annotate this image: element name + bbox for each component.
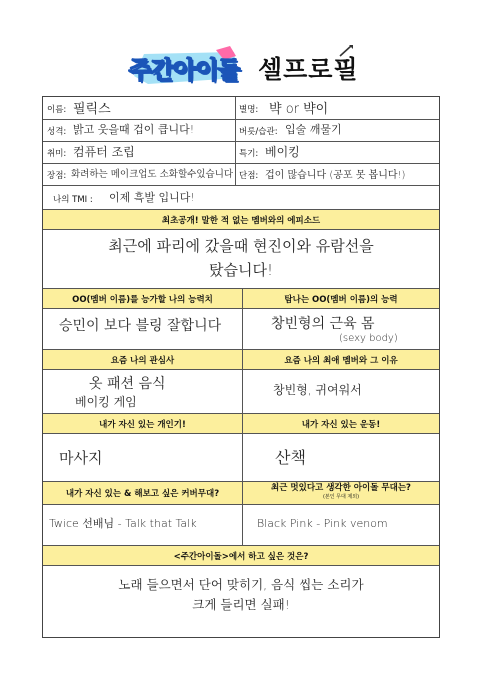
- episode-line-2: 탔습니다!: [209, 261, 273, 279]
- strength-label: 장점:: [47, 171, 67, 181]
- logo: [128, 46, 240, 88]
- final-line-1: 노래 들으면서 단어 맞히기, 음식 씹는 소리가: [118, 577, 364, 592]
- desired-ability-note: (sexy body): [339, 333, 398, 344]
- cover-stage-header: 내가 자신 있는 & 해보고 싶은 커버무대?: [43, 482, 242, 504]
- page-title: 셀프로필: [258, 55, 359, 84]
- talent-show-header: 내가 자신 있는 개인기!: [43, 414, 242, 433]
- talent-show-value: 마사지: [59, 449, 103, 467]
- exercise-header: 내가 자신 있는 운동!: [243, 414, 439, 433]
- strength-value: 화려하는 메이크업도 소화할수있습니다: [71, 169, 234, 180]
- nickname-value: 뱍 or 뱍이: [269, 102, 329, 117]
- talent-label: 특기:: [239, 149, 259, 159]
- nickname-label: 별명:: [239, 105, 259, 115]
- interests-line-2: 베이킹 게임: [75, 395, 137, 409]
- logo-text: 주간아이돌: [128, 55, 240, 84]
- episode-header: 최초공개! 말한 적 없는 멤버와의 에피소드: [43, 210, 439, 229]
- final-line-2: 크게 들리면 실패!: [192, 597, 290, 612]
- idol-stage-title: 최근 멋있다고 생각한 아이돌 무대는?: [271, 483, 411, 493]
- favorite-member-header: 요즘 나의 최애 멤버와 그 이유: [243, 350, 439, 369]
- idol-stage-subtitle: (본인 무대 제외): [322, 494, 360, 500]
- exercise-value: 산책: [275, 448, 306, 467]
- tmi-label: 나의 TMI :: [53, 195, 93, 205]
- name-value: 필릭스: [73, 102, 111, 117]
- personality-label: 성격:: [47, 127, 67, 137]
- hobby-label: 취미:: [47, 149, 67, 159]
- episode-line-1: 최근에 파리에 갔을때 현진이와 유람선을: [108, 237, 374, 255]
- interests-header: 요즘 나의 관심사: [43, 350, 242, 369]
- habit-value: 입술 깨물기: [285, 123, 342, 136]
- interests-line-1: 옷 패션 음식: [89, 376, 166, 392]
- weakness-label: 단점:: [239, 171, 259, 181]
- tmi-value: 이제 흑발 입니다!: [109, 191, 195, 204]
- ability-header: OO(멤버 이름)를 능가할 나의 능력치: [43, 289, 242, 308]
- ability-value: 승민이 보다 블링 잘합니다: [59, 318, 222, 334]
- cover-stage-value: Twice 선배님 - Talk that Talk: [49, 517, 197, 530]
- hobby-value: 컴퓨터 조립: [73, 145, 135, 159]
- talent-value: 베이킹: [265, 145, 300, 159]
- favorite-member-value: 창빈형, 귀여워서: [273, 383, 362, 397]
- desired-ability-value: 창빈형의 근육 몸: [271, 316, 375, 332]
- idol-stage-value: Black Pink - Pink venom: [257, 517, 388, 530]
- profile-sheet: [42, 96, 440, 638]
- pencil-icon: [338, 44, 354, 58]
- desired-ability-header: 탐나는 OO(멤버 이름)의 능력: [243, 289, 439, 308]
- idol-stage-header: [243, 482, 439, 504]
- weakness-value: 겁이 많습니다 (공포 못 봅니다!): [265, 170, 406, 181]
- name-label: 이름:: [47, 105, 67, 115]
- habit-label: 버릇/습관:: [239, 127, 278, 137]
- final-header: <주간아이돌>에서 하고 싶은 것은?: [43, 546, 439, 565]
- personality-value: 밝고 웃을때 겁이 큽니다!: [73, 123, 195, 136]
